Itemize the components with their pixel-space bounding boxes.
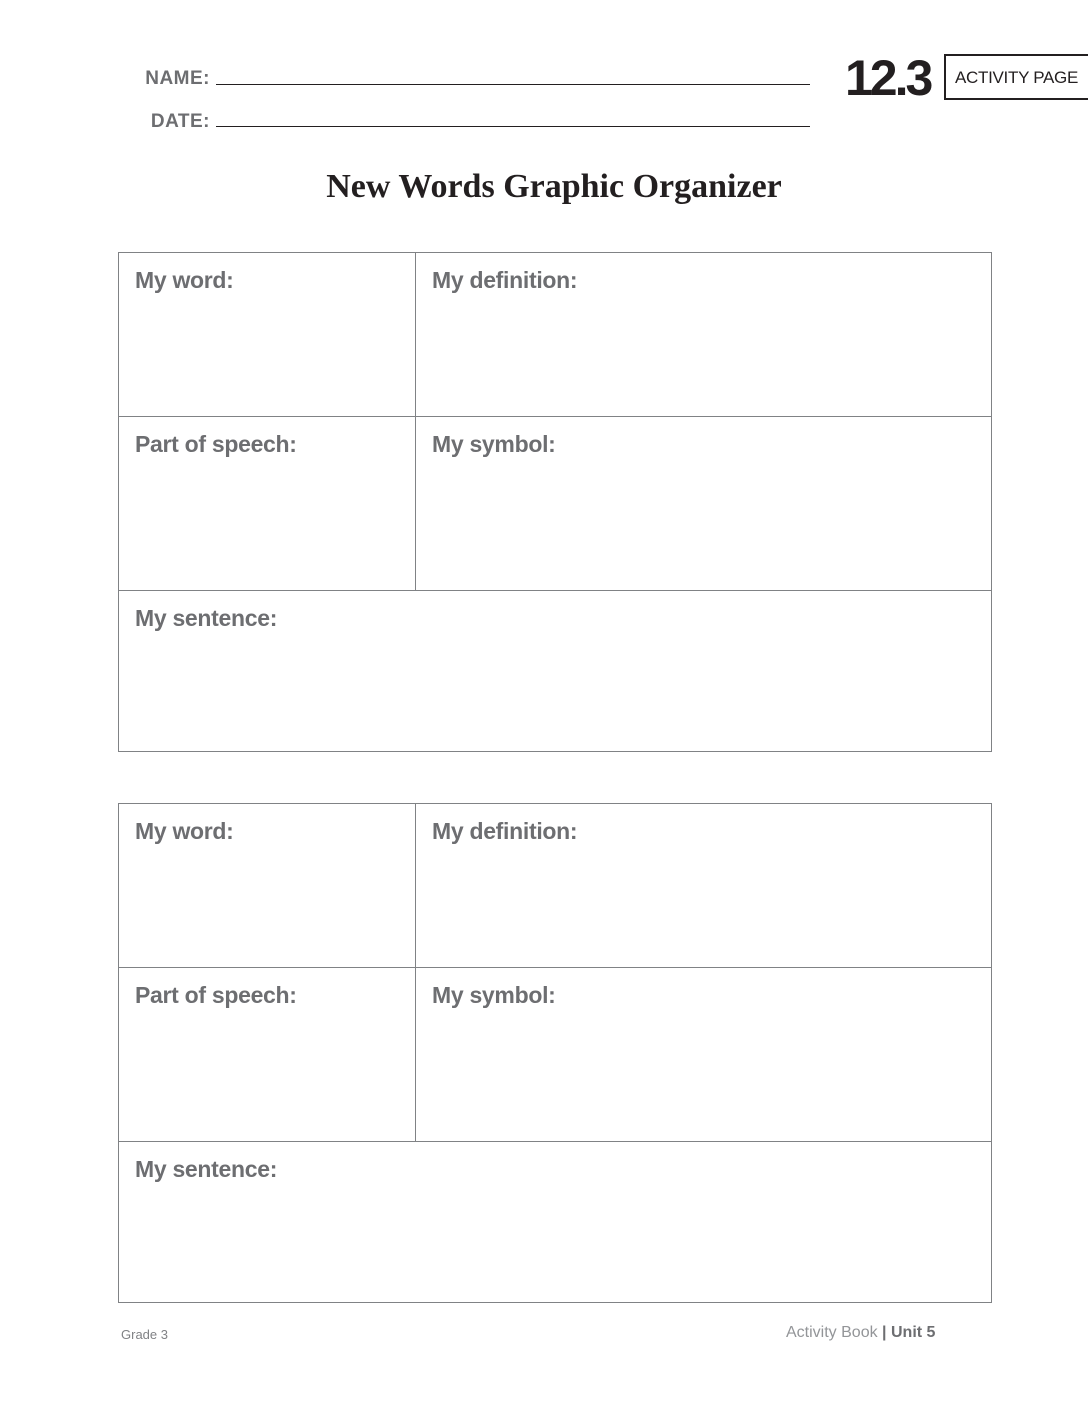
page-title: New Words Graphic Organizer — [326, 168, 782, 205]
definition-label: My definition: — [432, 818, 578, 844]
activity-page-badge — [944, 54, 1088, 100]
sentence-label: My sentence: — [135, 1156, 278, 1182]
sentence-label: My sentence: — [135, 605, 278, 631]
part-of-speech-label: Part of speech: — [135, 982, 297, 1008]
symbol-cell[interactable] — [416, 968, 991, 1141]
footer-unit: Unit 5 — [890, 1324, 936, 1341]
sentence-cell[interactable] — [119, 1142, 991, 1301]
word-cell[interactable] — [119, 804, 416, 967]
part-of-speech-cell[interactable] — [119, 417, 416, 590]
page-number: 12.3 — [845, 50, 931, 106]
symbol-label: My symbol: — [432, 982, 556, 1008]
part-of-speech-cell[interactable] — [119, 968, 416, 1141]
organizer-row-speech — [119, 968, 991, 1142]
organizer-row-sentence — [119, 591, 991, 750]
definition-cell[interactable] — [416, 804, 991, 967]
footer-book-info — [786, 1324, 935, 1342]
organizer-row-sentence — [119, 1142, 991, 1301]
sentence-cell[interactable] — [119, 591, 991, 750]
symbol-label: My symbol: — [432, 431, 556, 457]
organizer-row-speech — [119, 417, 991, 591]
word-label: My word: — [135, 267, 234, 293]
footer-separator: | — [882, 1324, 887, 1341]
name-label: NAME: — [145, 68, 210, 89]
word-cell[interactable] — [119, 253, 416, 416]
organizer-2 — [118, 803, 992, 1303]
footer-book: Activity Book — [786, 1324, 878, 1341]
date-line[interactable] — [216, 126, 810, 127]
footer-grade: Grade 3 — [121, 1327, 168, 1342]
part-of-speech-label: Part of speech: — [135, 431, 297, 457]
activity-page-label: ACTIVITY PAGE — [955, 68, 1079, 87]
organizer-row-word — [119, 253, 991, 417]
word-label: My word: — [135, 818, 234, 844]
organizer-row-word — [119, 804, 991, 968]
definition-label: My definition: — [432, 267, 578, 293]
organizer-1 — [118, 252, 992, 752]
symbol-cell[interactable] — [416, 417, 991, 590]
definition-cell[interactable] — [416, 253, 991, 416]
name-line[interactable] — [216, 84, 810, 85]
date-label: DATE: — [150, 111, 210, 132]
